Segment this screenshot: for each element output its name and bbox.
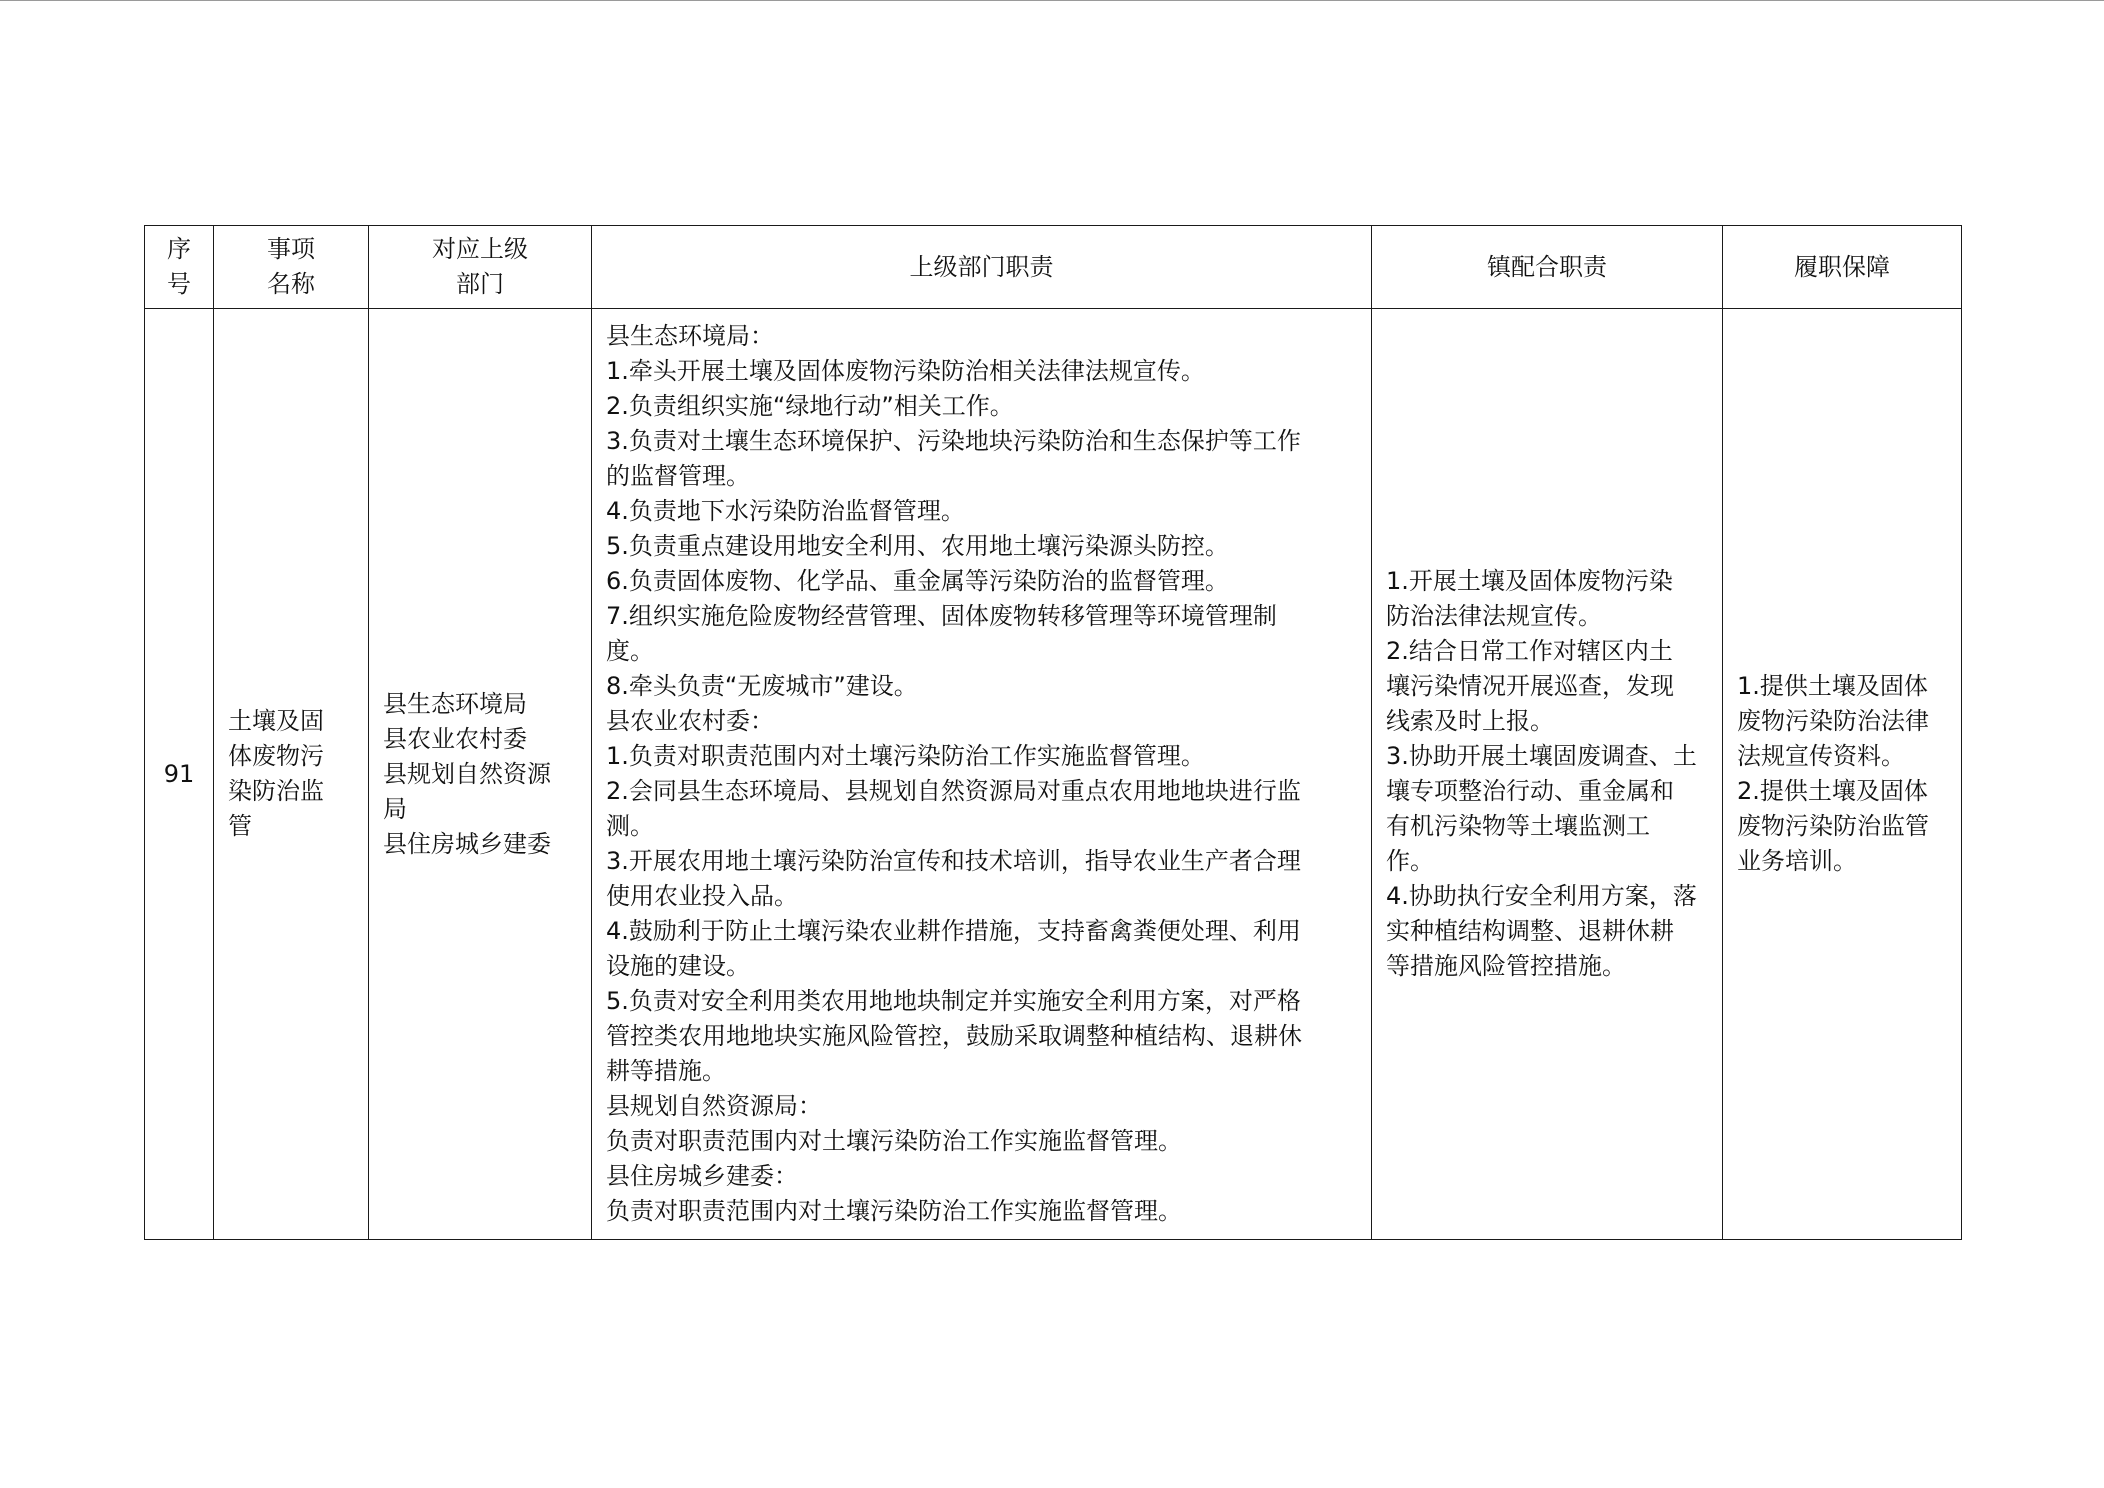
duty-table [144, 225, 1962, 1240]
row-guarantee: 1.提供土壤及固体 废物污染防治法律 法规宣传资料。 2.提供土壤及固体 废物污染防治监管 业务培训。 [1723, 309, 1962, 1240]
row-departments: 县生态环境局 县农业农村委 县规划自然资源 局 县住房城乡建委 [369, 309, 592, 1240]
header-item-name: 事项 名称 [214, 226, 369, 309]
table-row [145, 309, 1962, 1240]
row-town-duties: 1.开展土壤及固体废物污染 防治法律法规宣传。 2.结合日常工作对辖区内土 壤污染情况开展巡查，发现 线索及时上报。 3.协助开展土壤固废调查、土 壤专项整治行动、重金属和 有机污染物等土壤监测工 作。 4.协助执行安全利用方案，落 实种植结构调整、退耕休耕 等措施风险管控措施。 [1372, 309, 1723, 1240]
table-header-row [145, 226, 1962, 309]
row-serial-number: 91 [145, 309, 214, 1240]
header-serial-number: 序 号 [145, 226, 214, 309]
page-top-border [0, 0, 2104, 1]
header-upper-duties: 上级部门职责 [592, 226, 1372, 309]
header-town-duties: 镇配合职责 [1372, 226, 1723, 309]
header-guarantee: 履职保障 [1723, 226, 1962, 309]
row-upper-duties: 县生态环境局： 1.牵头开展土壤及固体废物污染防治相关法律法规宣传。 2.负责组织实施“绿地行动”相关工作。 3.负责对土壤生态环境保护、污染地块污染防治和生态保护等工作 的监督管理。 4.负责地下水污染防治监督管理。 5.负责重点建设用地安全利用、农用地土壤污染源头防控。 6.负责固体废物、化学品、重金属等污染防治的监督管理。 7.组织实施危险废物经营管理、固体废物转移管理等环境管理制 度。 8.牵头负责“无废城市”建设。 县农业农村委： 1.负责对职责范围内对土壤污染防治工作实施监督管理。 2.会同县生态环境局、县规划自然资源局对重点农用地地块进行监 测。 3.开展农用地土壤污染防治宣传和技术培训，指导农业生产者合理 使用农业投入品。 4.鼓励利于防止土壤污染农业耕作措施，支持畜禽粪便处理、利用 设施的建设。 5.负责对安全利用类农用地地块制定并实施安全利用方案，对严格 管控类农用地地块实施风险管控，鼓励采取调整种植结构、退耕休 耕等措施。 县规划自然资源局： 负责对职责范围内对土壤污染防治工作实施监督管理。 县住房城乡建委： 负责对职责范围内对土壤污染防治工作实施监督管理。 [592, 309, 1372, 1240]
row-item-name: 土壤及固 体废物污 染防治监 管 [214, 309, 369, 1240]
header-corresponding-department: 对应上级 部门 [369, 226, 592, 309]
